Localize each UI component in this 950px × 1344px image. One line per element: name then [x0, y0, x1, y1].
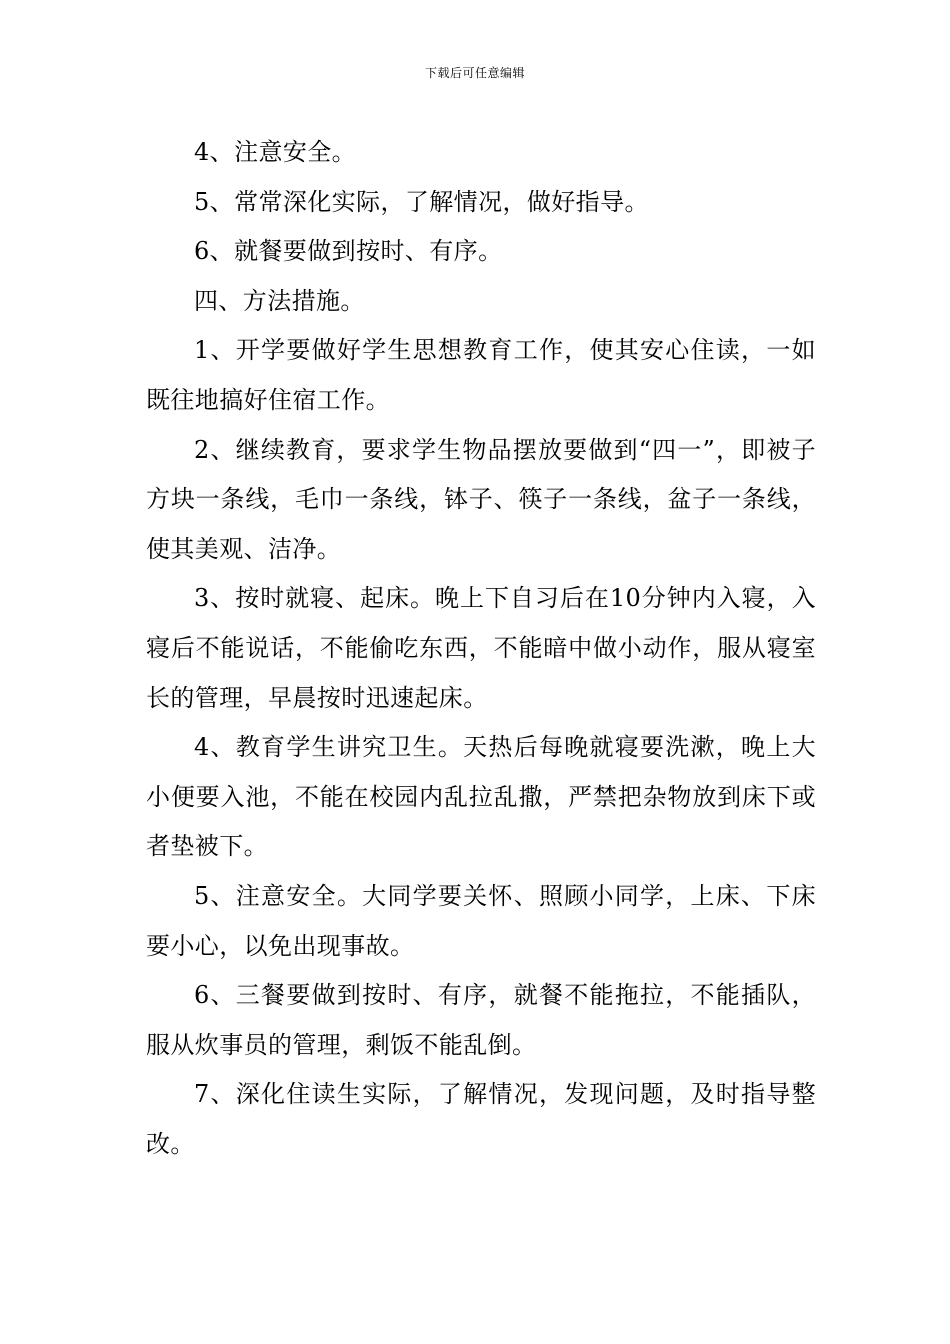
- paragraph: 4、教育学生讲究卫生。天热后每晚就寝要洗漱，晚上大小便要入池，不能在校园内乱拉乱撒，严禁把杂物放到床下或者垫被下。: [146, 733, 816, 861]
- paragraph: 6、就餐要做到按时、有序。: [194, 237, 503, 266]
- paragraph: 3、按时就寝、起床。晚上下自习后在10分钟内入寝，入寝后不能说话，不能偷吃东西，不能暗中做小动作，服从寝室长的管理，早晨按时迅速起床。: [146, 584, 816, 712]
- paragraph: 5、常常深化实际，了解情况，做好指导。: [194, 187, 649, 216]
- paragraph: 6、三餐要做到按时、有序，就餐不能拖拉，不能插队，服从炊事员的管理，剩饭不能乱倒。: [146, 981, 816, 1059]
- paragraph: 4、注意安全。: [194, 138, 357, 166]
- paragraph: 5、注意安全。大同学要关怀、照顾小同学，上床、下床要小心，以免出现事故。: [146, 881, 816, 960]
- page-header-note: 下载后可任意编辑: [424, 66, 525, 80]
- paragraph: 7、深化住读生实际，了解情况，发现问题，及时指导整改。: [146, 1080, 816, 1158]
- section-heading: 四、方法措施。: [194, 286, 365, 315]
- document-body: [146, 128, 816, 1169]
- paragraph: 2、继续教育，要求学生物品摆放要做到“四一”，即被子方块一条线，毛巾一条线，钵子、筷子一条线，盆子一条线，使其美观、洁净。: [146, 435, 816, 563]
- paragraph: 1、开学要做好学生思想教育工作，使其安心住读，一如既往地搞好住宿工作。: [146, 336, 816, 414]
